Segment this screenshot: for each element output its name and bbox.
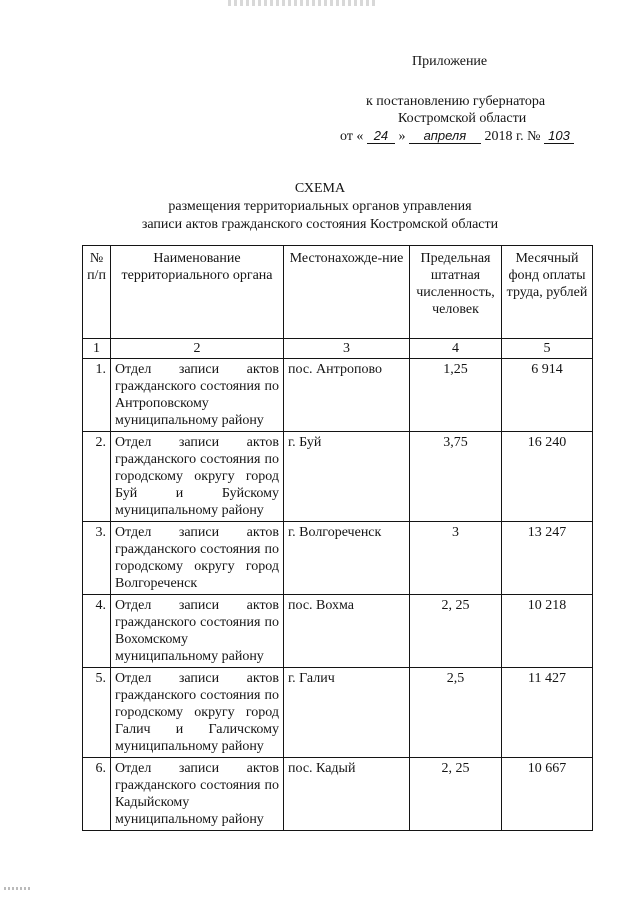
column-number: 5 — [502, 339, 593, 359]
row-number: 2. — [83, 432, 111, 522]
date-mid: » — [398, 129, 406, 144]
document-subtitle-line2: записи актов гражданского состояния Костромской области — [141, 217, 499, 232]
annex-title: Приложение — [412, 54, 488, 69]
header-location: Местонахожде-ние — [284, 246, 410, 339]
column-number: 2 — [111, 339, 284, 359]
row-number: 6. — [83, 758, 111, 831]
organ-location: г. Галич — [284, 668, 410, 758]
annex-date-line — [340, 128, 574, 145]
header-staff-limit: Предельная штатная численность, человек — [410, 246, 502, 339]
column-number: 3 — [284, 339, 410, 359]
document-subtitle-line1: размещения территориальных органов управления — [168, 199, 472, 214]
row-number: 5. — [83, 668, 111, 758]
organ-name: Отдел записи актов гражданского состояния по Кадыйскому муниципальному району — [111, 758, 284, 831]
organ-location: г. Волгореченск — [284, 522, 410, 595]
annex-region-line: Костромской области — [398, 111, 527, 126]
monthly-fund: 11 427 — [502, 668, 593, 758]
annex-decree-line: к постановлению губернатора — [366, 94, 546, 109]
date-month: апреля — [409, 129, 481, 144]
table-row — [83, 595, 593, 668]
scan-artifact-corner — [4, 887, 30, 890]
organ-name: Отдел записи актов гражданского состояния по Вохомскому муниципальному району — [111, 595, 284, 668]
staff-limit: 1,25 — [410, 359, 502, 432]
table-row — [83, 432, 593, 522]
organ-location: г. Буй — [284, 432, 410, 522]
monthly-fund: 10 218 — [502, 595, 593, 668]
row-number: 3. — [83, 522, 111, 595]
monthly-fund: 10 667 — [502, 758, 593, 831]
document-title: СХЕМА — [294, 181, 346, 196]
table-row — [83, 758, 593, 831]
date-year: 2018 г. № — [484, 129, 541, 144]
monthly-fund: 13 247 — [502, 522, 593, 595]
table-row — [83, 522, 593, 595]
column-number: 1 — [83, 339, 111, 359]
organ-location: пос. Кадый — [284, 758, 410, 831]
schema-table — [82, 245, 593, 831]
monthly-fund: 16 240 — [502, 432, 593, 522]
table-row — [83, 668, 593, 758]
date-prefix: от « — [340, 129, 364, 144]
organ-location: пос. Антропово — [284, 359, 410, 432]
staff-limit: 3 — [410, 522, 502, 595]
organ-location: пос. Вохма — [284, 595, 410, 668]
header-organ-name: Наименование территориального органа — [111, 246, 284, 339]
column-number-row — [83, 339, 593, 359]
header-number: № п/п — [83, 246, 111, 339]
staff-limit: 2,5 — [410, 668, 502, 758]
staff-limit: 2, 25 — [410, 758, 502, 831]
header-monthly-fund: Месячный фонд оплаты труда, рублей — [502, 246, 593, 339]
organ-name: Отдел записи актов гражданского состояния по городскому округу город Буй и Буйскому муниципальному району — [111, 432, 284, 522]
staff-limit: 2, 25 — [410, 595, 502, 668]
organ-name: Отдел записи актов гражданского состояния по городскому округу город Галич и Галичскому муниципальному району — [111, 668, 284, 758]
date-day: 24 — [367, 129, 395, 144]
organ-name: Отдел записи актов гражданского состояния по Антроповскому муниципальному району — [111, 359, 284, 432]
column-number: 4 — [410, 339, 502, 359]
organ-name: Отдел записи актов гражданского состояния по городскому округу город Волгореченск — [111, 522, 284, 595]
table-header-row — [83, 246, 593, 339]
staff-limit: 3,75 — [410, 432, 502, 522]
row-number: 1. — [83, 359, 111, 432]
document-number: 103 — [544, 129, 574, 144]
table-row — [83, 359, 593, 432]
row-number: 4. — [83, 595, 111, 668]
scan-artifact — [228, 0, 378, 6]
monthly-fund: 6 914 — [502, 359, 593, 432]
